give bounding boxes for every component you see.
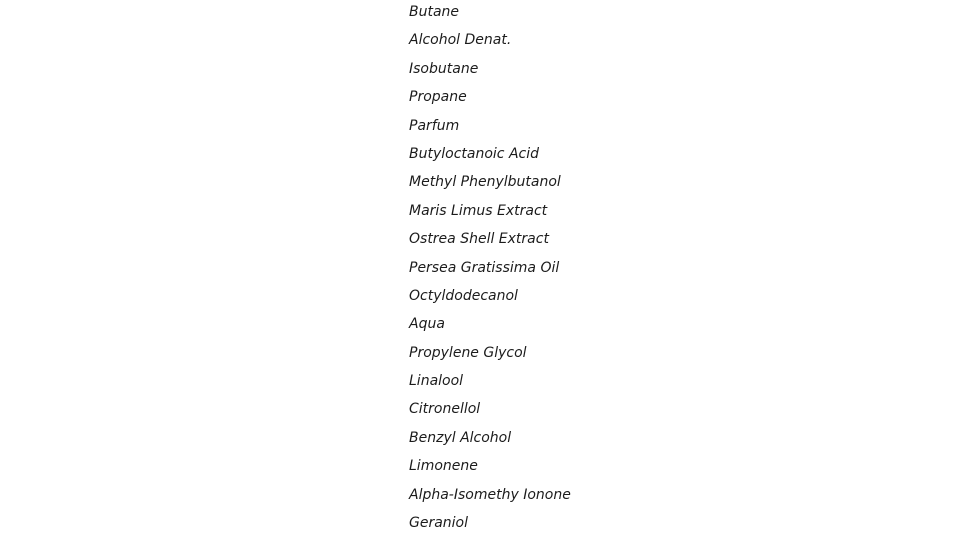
ingredient-item: Geraniol xyxy=(409,515,469,532)
ingredient-item: Ostrea Shell Extract xyxy=(409,231,549,248)
ingredient-item: Linalool xyxy=(409,373,464,390)
ingredient-item: Propane xyxy=(409,89,467,106)
ingredient-item: Methyl Phenylbutanol xyxy=(409,174,561,191)
ingredient-item: Alpha-Isomethy Ionone xyxy=(409,486,571,503)
ingredient-item: Maris Limus Extract xyxy=(409,202,548,219)
ingredient-item: Parfum xyxy=(409,117,460,134)
ingredient-item: Aqua xyxy=(409,316,445,333)
ingredient-item: Benzyl Alcohol xyxy=(409,429,512,446)
ingredient-item: Butyloctanoic Acid xyxy=(409,145,539,162)
ingredient-item: Limonene xyxy=(409,458,478,475)
ingredient-item: Isobutane xyxy=(409,60,479,77)
ingredient-list xyxy=(409,3,571,540)
ingredient-item: Citronellol xyxy=(409,401,481,418)
ingredient-item: Alcohol Denat. xyxy=(409,32,512,49)
ingredient-item: Propylene Glycol xyxy=(409,344,527,361)
ingredient-item: Butane xyxy=(409,4,460,20)
ingredient-item: Persea Gratissima Oil xyxy=(409,259,560,276)
ingredient-item: Octyldodecanol xyxy=(409,287,518,304)
